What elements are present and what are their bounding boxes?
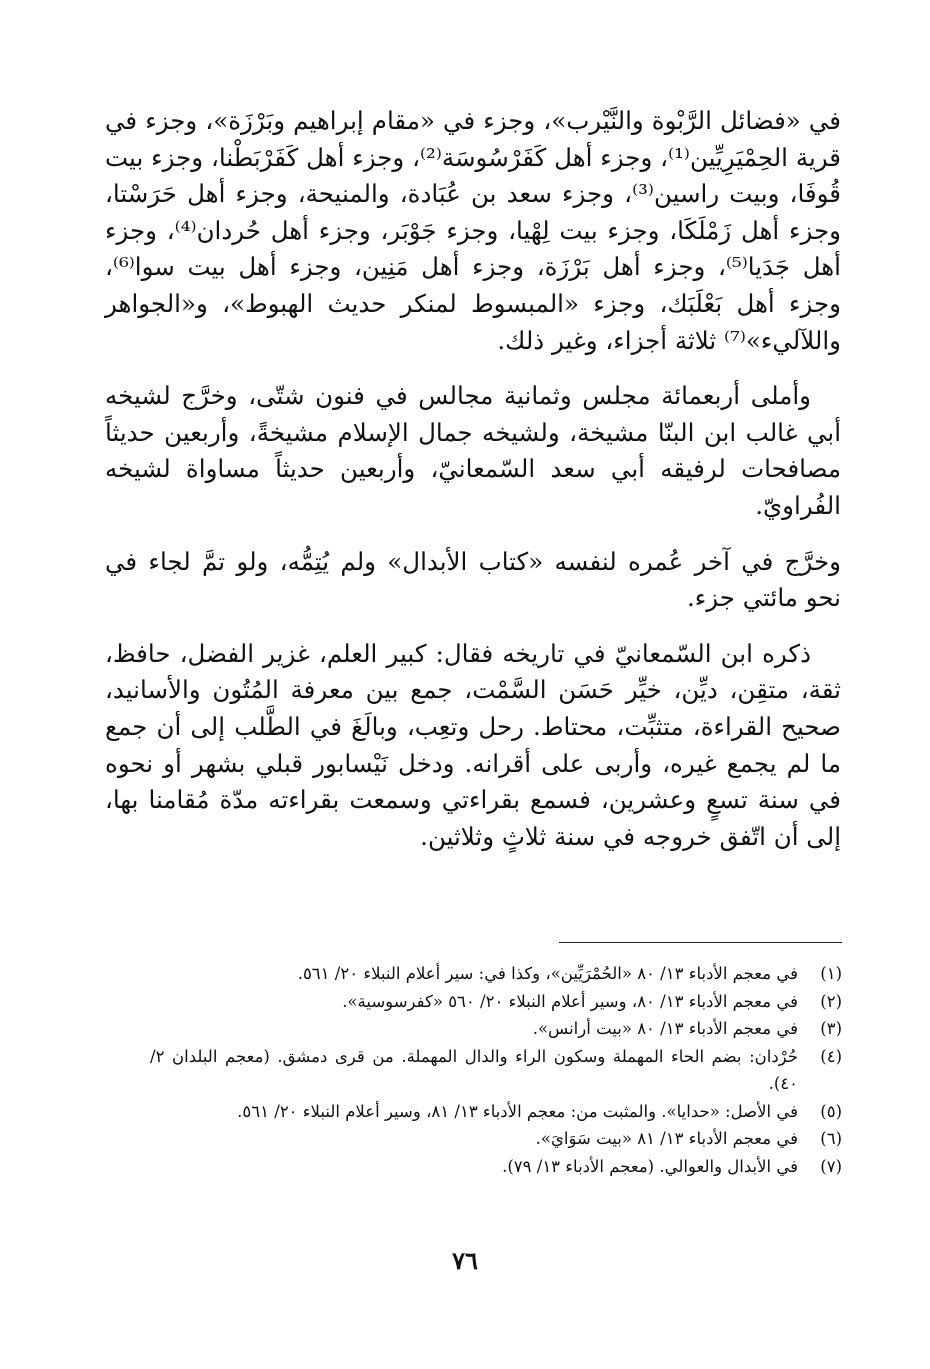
- footnote-number: (٧): [820, 1156, 842, 1176]
- footnote-number: (٣): [820, 1019, 842, 1038]
- footnote-text: في معجم الأدباء ١٣/ ٨٠ «بيت أرانس».: [532, 1019, 798, 1038]
- footnote-1: [150, 960, 842, 988]
- paragraph-3: وخرَّج في آخر عُمره لنفسه «كتاب الأبدال» ولم يُتِمُّه، ولو تمَّ لجاء في نحو مائتي جزء.: [105, 546, 841, 613]
- footnote-5: [150, 1098, 842, 1126]
- footnote-separator: [559, 942, 842, 943]
- footnote-number: (٦): [820, 1129, 842, 1148]
- footnote-3: [150, 1015, 842, 1043]
- footnote-2: [150, 988, 842, 1016]
- footnote-7: [150, 1153, 842, 1181]
- paragraph-2: وأملى أربعمائة مجلس وثمانية مجالس في فنون شتّى، وخرَّج لشيخه أبي غالب ابن البنّا مشيخة، ولشيخه جمال الإسلام مشيخةً، وأربعين حديثاً مصافحات لرفيقه أبي سعد السّمعانيّ، وأربعين حديثاً مساواة لشيخه الفُراويّ.: [105, 381, 841, 520]
- paragraph-1: في «فضائل الرَّبْوة والنَّيْرب»، وجزء في «مقام إبراهيم وبَرْزَة»، وجزء في قرية الحِمْيَرِيِّين⁽¹⁾، وجزء أهل كَفَرْسُوسَة⁽²⁾، وجزء أهل كَفَرْبَطْنا، وجزء بيت قُوفَا، وبيت راسين⁽³⁾، وجزء سعد بن عُبَادة، والمنيحة، وجزء أهل حَرَسْتا، وجزء أهل زَمْلَكَا، وجزء بيت لِهْيا، وجزء جَوْبَر، وجزء أهل حُردان⁽⁴⁾، وجزء أهل جَدَيا⁽⁵⁾، وجزء أهل بَرْزَة، وجزء أهل مَنِين، وجزء أهل بيت سوا⁽⁶⁾، وجزء أهل بَعْلَبَك، وجزء «المبسوط لمنكر حديث الهبوط»، و«الجواهر واللآليء»⁽⁷⁾ ثلاثة أجزاء، وغير ذلك.: [105, 106, 842, 355]
- footnote-number: (٢): [820, 991, 842, 1011]
- footnote-6: [150, 1125, 842, 1153]
- main-text: [105, 103, 841, 874]
- footnote-text: في معجم الأدباء ١٣/ ٨٠ «الحُمْرَيِّين»، وكذا في: سير أعلام النبلاء ٢٠/ ٥٦١.: [297, 964, 798, 983]
- footnote-number: (٤): [820, 1046, 842, 1066]
- page-number: ٧٦: [452, 1246, 478, 1275]
- footnote-text: في معجم الأدباء ١٣/ ٨٠، وسير أعلام النبلاء ٢٠/ ٥٦٠ «كفرسوسية».: [342, 991, 798, 1011]
- footnote-text: في الأبدال والعوالي. (معجم الأدباء ١٣/ ٧٩).: [502, 1156, 798, 1176]
- footnote-text: في الأصل: «حدايا». والمثبت من: معجم الأدباء ١٣/ ٨١، وسير أعلام النبلاء ٢٠/ ٥٦١.: [237, 1101, 798, 1121]
- footnote-text: حُرْدان: بضم الحاء المهملة وسكون الراء والدال المهملة. من قرى دمشق. (معجم البلدان ٢/ ٤٠).: [150, 1046, 798, 1093]
- footnote-4: [150, 1043, 842, 1098]
- footnote-number: (١): [820, 964, 842, 983]
- footnote-number: (٥): [820, 1101, 842, 1121]
- footnote-text: في معجم الأدباء ١٣/ ٨١ «بيت سَوَايَ».: [535, 1129, 798, 1148]
- footnotes: [150, 960, 842, 1180]
- paragraph-4: ذكره ابن السّمعانيّ في تاريخه فقال: كبير العلم، غزير الفضل، حافظ، ثقة، متقِن، ديِّن، خيِّر حَسَن السَّمْت، جمع بين معرفة المُتُون والأسانيد، صحيح القراءة، متثبِّت، محتاط. رحل وتعِب، وبالَغَ في الطَّلب إلى أن جمع ما لم يجمع غيره، وأربى على أقرانه. ودخل نَيْسابور قبلي بشهر أو نحوه في سنة تسعٍ وعشرين، فسمع بقراءتي وسمعت بقراءته مدّة مُقامنا بها، إلى أن اتّفق خروجه في سنة ثلاثٍ وثلاثين.: [105, 638, 841, 851]
